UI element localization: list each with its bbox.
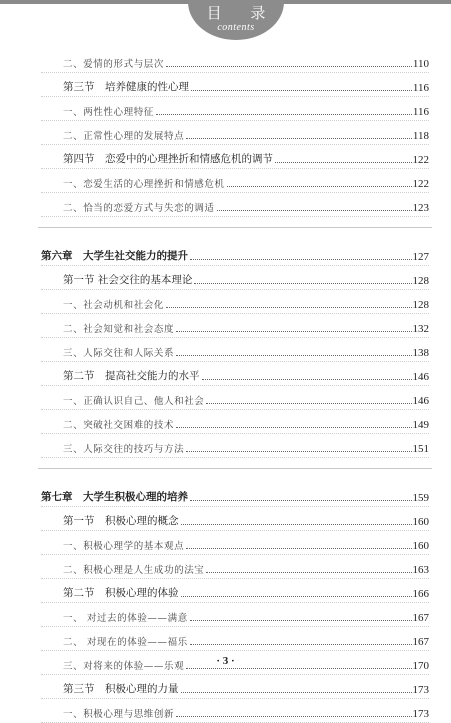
toc-subsection-entry[interactable] (41, 169, 429, 193)
toc-subsection-entry[interactable] (41, 193, 429, 217)
toc-chapter-entry[interactable] (41, 238, 429, 266)
dot-leader (227, 186, 412, 187)
toc-entry-page: 118 (412, 130, 429, 142)
toc-entry-title: 一、两性性心理特征 (63, 107, 154, 118)
dot-leader (186, 451, 411, 452)
toc-entry-title: 一、社会动机和社会化 (63, 300, 165, 311)
dot-leader (186, 138, 412, 139)
toc-entry-page: 110 (412, 58, 429, 70)
dot-leader (206, 572, 411, 573)
toc-subsection-entry[interactable] (41, 121, 429, 145)
toc-entry-title: 第一节 社会交往的基本理论 (63, 274, 193, 286)
dot-leader (190, 644, 412, 645)
page-number: · 3 · (216, 655, 235, 667)
dot-leader (176, 355, 411, 356)
toc-entry-title: 第一节 积极心理的概念 (63, 515, 179, 527)
toc-entry-title: 二、 对现在的体验——福乐 (63, 637, 188, 648)
toc-entry-page: 122 (412, 178, 429, 190)
dot-leader (190, 500, 412, 501)
toc-entry-page: 167 (412, 612, 429, 624)
toc-entry-page: 163 (412, 564, 429, 576)
toc-chapter-entry[interactable] (41, 479, 429, 507)
toc-list (41, 49, 429, 723)
toc-section-entry[interactable] (41, 73, 429, 97)
toc-section-entry[interactable] (41, 675, 429, 699)
toc-entry-title: 一、正确认识自己、他人和社会 (63, 396, 205, 407)
toc-section (41, 468, 429, 723)
toc-entry-title: 三、对将来的体验——乐观 (63, 661, 185, 672)
dot-leader (176, 331, 411, 332)
toc-subsection-entry[interactable] (41, 531, 429, 555)
toc-entry-title: 第七章 大学生积极心理的培养 (41, 491, 188, 503)
toc-entry-title: 二、社会知觉和社会态度 (63, 324, 175, 335)
toc-entry-page: 160 (412, 540, 429, 552)
toc-entry-title: 二、突破社交困难的技术 (63, 420, 175, 431)
toc-entry-page: 128 (412, 275, 429, 287)
toc-entry-page: 116 (412, 106, 429, 118)
toc-subsection-entry[interactable] (41, 338, 429, 362)
toc-subsection-entry[interactable] (41, 434, 429, 458)
dot-leader (181, 524, 412, 525)
toc-section-entry[interactable] (41, 145, 429, 169)
toc-subsection-entry[interactable] (41, 386, 429, 410)
dot-leader (166, 307, 411, 308)
toc-subsection-entry[interactable] (41, 627, 429, 651)
toc-entry-page: 138 (412, 347, 429, 359)
dot-leader (275, 162, 412, 163)
toc-entry-page: 146 (412, 371, 429, 383)
dot-leader (194, 283, 411, 284)
toc-entry-page: 122 (412, 154, 429, 166)
toc-entry-title: 三、人际交往和人际关系 (63, 348, 175, 359)
dot-leader (176, 427, 411, 428)
toc-entry-page: 116 (412, 82, 429, 94)
toc-entry-title: 三、人际交往的技巧与方法 (63, 444, 185, 455)
toc-entry-title: 第三节 培养健康的性心理 (63, 81, 189, 93)
toc-entry-page: 123 (412, 202, 429, 214)
dot-leader (166, 66, 412, 67)
dot-leader (181, 596, 412, 597)
dot-leader (181, 692, 412, 693)
toc-entry-page: 170 (412, 660, 429, 672)
toc-entry-title: 一、积极心理与思维创新 (63, 709, 175, 720)
toc-entry-title: 一、积极心理学的基本观点 (63, 541, 185, 552)
dot-leader (190, 620, 412, 621)
toc-subsection-entry[interactable] (41, 97, 429, 121)
toc-entry-page: 128 (412, 299, 429, 311)
toc-entry-page: 132 (412, 323, 429, 335)
toc-section-entry[interactable] (41, 579, 429, 603)
toc-subsection-entry[interactable] (41, 290, 429, 314)
header-title: 目 录 (206, 4, 278, 22)
toc-subsection-entry[interactable] (41, 699, 429, 723)
toc-entry-title: 第六章 大学生社交能力的提升 (41, 250, 188, 262)
toc-subsection-entry[interactable] (41, 555, 429, 579)
toc-subsection-entry[interactable] (41, 49, 429, 73)
toc-section (41, 227, 429, 458)
toc-section-entry[interactable] (41, 362, 429, 386)
toc-entry-title: 第二节 提高社交能力的水平 (63, 370, 200, 382)
toc-section-entry[interactable] (41, 266, 429, 290)
toc-entry-title: 二、积极心理是人生成功的法宝 (63, 565, 205, 576)
toc-entry-title: 一、恋爱生活的心理挫折和情感危机 (63, 179, 225, 190)
dot-leader (186, 548, 411, 549)
toc-section (41, 49, 429, 217)
dot-leader (176, 716, 411, 717)
toc-entry-page: 127 (412, 251, 429, 263)
toc-subsection-entry[interactable] (41, 410, 429, 434)
header-subtitle: contents (217, 22, 255, 33)
toc-entry-title: 第三节 积极心理的力量 (63, 683, 179, 695)
toc-entry-title: 第二节 积极心理的体验 (63, 587, 179, 599)
toc-entry-page: 173 (412, 684, 429, 696)
dot-leader (190, 259, 412, 260)
toc-entry-page: 149 (412, 419, 429, 431)
toc-subsection-entry[interactable] (41, 314, 429, 338)
toc-entry-page: 159 (412, 492, 429, 504)
toc-entry-page: 173 (412, 708, 429, 720)
toc-entry-page: 151 (412, 443, 429, 455)
dot-leader (186, 668, 411, 669)
toc-subsection-entry[interactable] (41, 603, 429, 627)
toc-entry-title: 二、爱情的形式与层次 (63, 59, 165, 70)
toc-entry-page: 160 (412, 516, 429, 528)
toc-entry-page: 146 (412, 395, 429, 407)
dot-leader (206, 403, 411, 404)
toc-entry-title: 二、正常性心理的发展特点 (63, 131, 185, 142)
section-divider (38, 227, 432, 228)
dot-leader (191, 90, 412, 91)
toc-entry-page: 166 (412, 588, 429, 600)
dot-leader (202, 379, 412, 380)
toc-entry-title: 二、恰当的恋爱方式与失恋的调适 (63, 203, 215, 214)
section-divider (38, 468, 432, 469)
contents-header-tab (188, 0, 284, 40)
toc-entry-title: 第四节 恋爱中的心理挫折和情感危机的调节 (63, 153, 273, 165)
toc-entry-page: 167 (412, 636, 429, 648)
dot-leader (156, 114, 412, 115)
dot-leader (217, 210, 412, 211)
toc-entry-title: 一、 对过去的体验——满意 (63, 613, 188, 624)
toc-section-entry[interactable] (41, 507, 429, 531)
